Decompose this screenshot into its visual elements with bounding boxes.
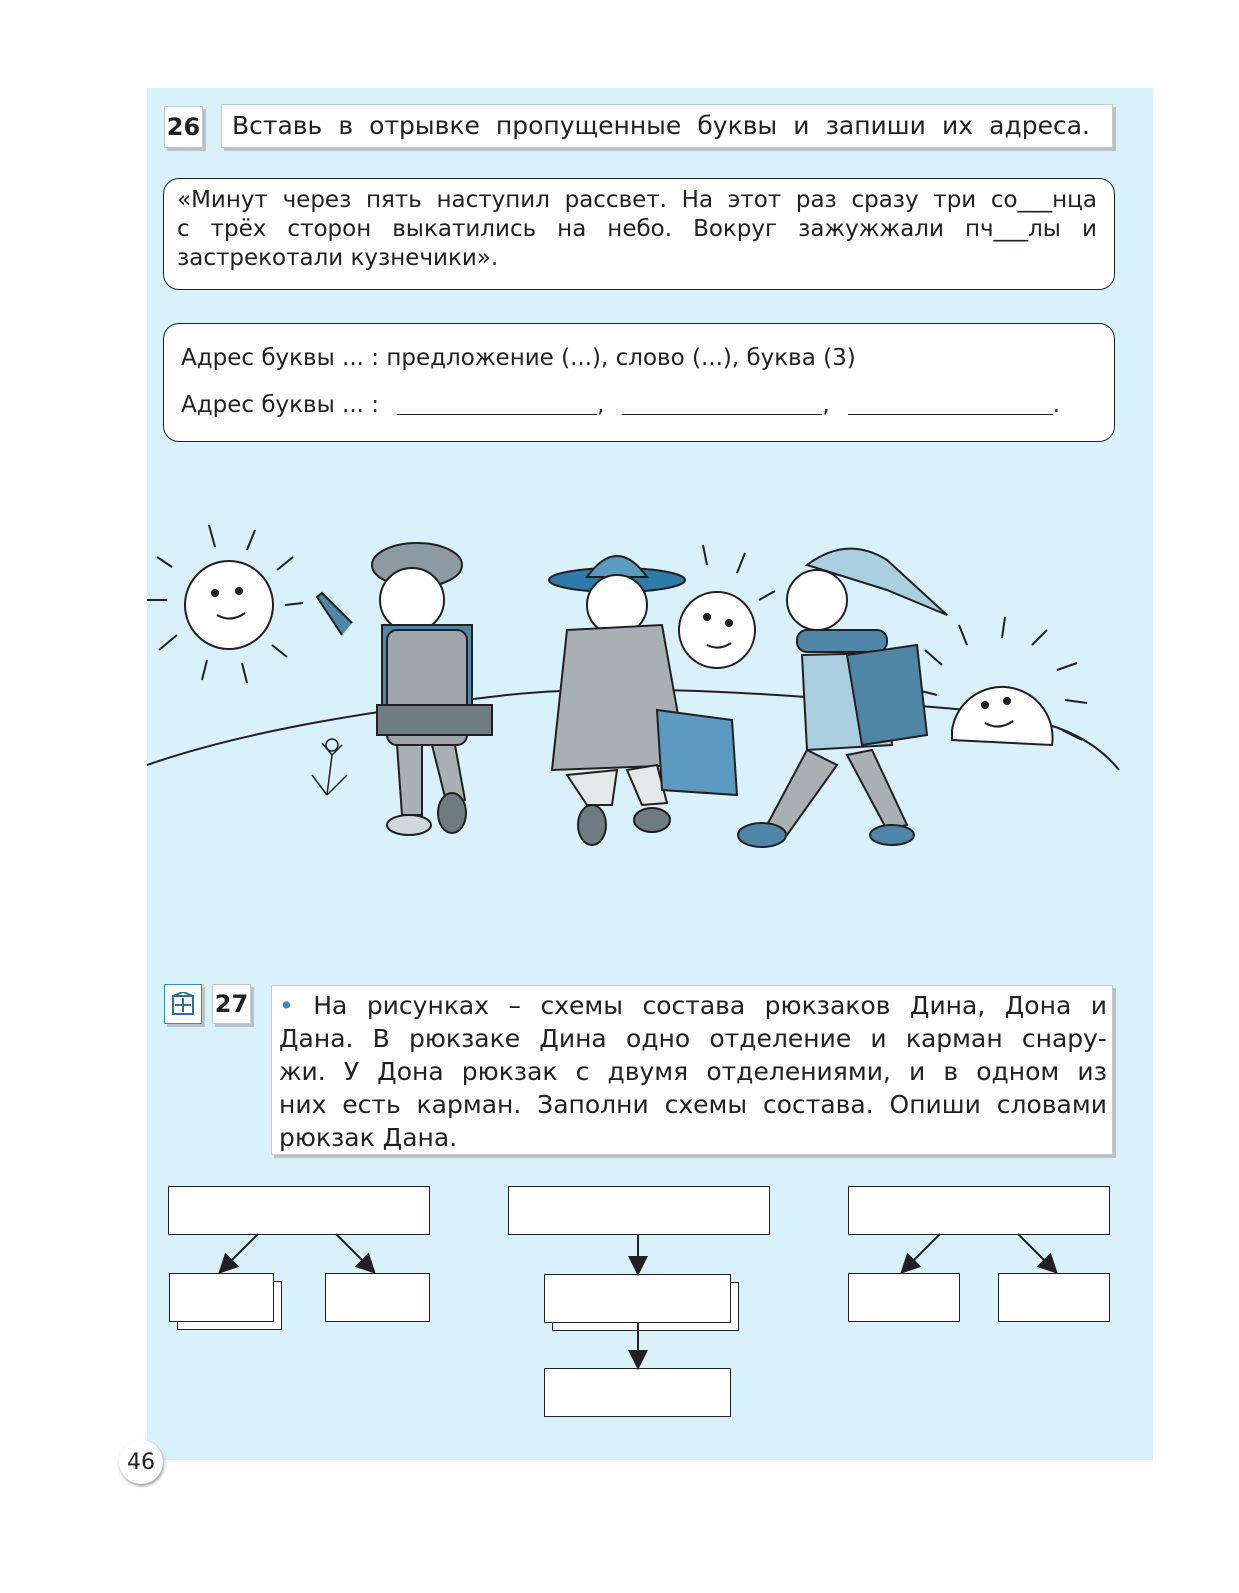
address-prompt: Адрес буквы ... : [181, 392, 380, 418]
word: на [557, 216, 587, 242]
word: сторон [287, 216, 372, 242]
word: и [870, 1024, 887, 1053]
word: небо. [607, 216, 673, 242]
page-number: 46 [119, 1440, 163, 1484]
word-with-gap[interactable]: пч___лы [964, 216, 1061, 242]
word: одном [976, 1057, 1060, 1086]
word: На [313, 991, 348, 1020]
word: три [933, 187, 977, 213]
word: Дина [539, 1024, 607, 1053]
word: одно [625, 1024, 691, 1053]
separator: , [822, 392, 830, 418]
arrow [903, 1234, 940, 1271]
task-26-number: 26 [164, 106, 203, 148]
word: трёх [210, 216, 267, 242]
passage-line-3-text: застрекотали кузнечики». [177, 245, 499, 271]
word: Дана. [279, 1024, 354, 1053]
word: отделениями, [706, 1057, 891, 1086]
word: Дона [377, 1057, 444, 1086]
word: двумя [607, 1057, 689, 1086]
word: из [1077, 1057, 1107, 1086]
word: карман [905, 1024, 1003, 1053]
word: На [681, 187, 714, 213]
word: схемы [540, 991, 623, 1020]
word: жи. [279, 1057, 326, 1086]
word: рюкзак [461, 1057, 558, 1086]
word-with-gap[interactable]: со___нца [990, 187, 1097, 213]
word: – [508, 991, 521, 1020]
separator: , [597, 392, 605, 418]
word: снару- [1021, 1024, 1107, 1053]
task-27-number: 27 [212, 984, 251, 1024]
word: через [282, 187, 352, 213]
word: и [1081, 216, 1097, 242]
word: схемы [664, 1090, 748, 1119]
word: состава [642, 991, 746, 1020]
arrow [336, 1234, 373, 1271]
word: с [575, 1057, 590, 1086]
instruction-text: Вставь в отрывке пропущенные буквы и запиши их адреса. [232, 111, 1090, 140]
word: и [909, 1057, 926, 1086]
word: состава. [762, 1090, 874, 1119]
word: зажужжали [798, 216, 944, 242]
word: в [943, 1057, 959, 1086]
word: В [372, 1024, 390, 1053]
word: отделение [709, 1024, 852, 1053]
word: Дина, [909, 991, 986, 1020]
word: рисунках [366, 991, 490, 1020]
word: наступил [436, 187, 550, 213]
word: Заполни [537, 1090, 649, 1119]
address-example-text: Адрес буквы ... : предложение (...), слово (...), буква (3) [181, 345, 856, 371]
word: «Минут [177, 187, 268, 213]
word: рюкзаков [764, 991, 891, 1020]
word: Дона [1004, 991, 1072, 1020]
word: выкатились [392, 216, 537, 242]
word: них [279, 1090, 327, 1119]
word: словами [996, 1090, 1107, 1119]
word: с [177, 216, 190, 242]
bullet: • [279, 991, 294, 1020]
arrow [221, 1234, 258, 1271]
end-period: . [1052, 392, 1060, 418]
word: рассвет. [564, 187, 667, 213]
word: карман. [416, 1090, 522, 1119]
word: этот [727, 187, 782, 213]
word: Опиши [889, 1090, 981, 1119]
word: Вокруг [693, 216, 778, 242]
arrow [1018, 1234, 1055, 1271]
word: рюкзаке [409, 1024, 521, 1053]
word: и [1090, 991, 1107, 1020]
word: У [343, 1057, 360, 1086]
word: раз [795, 187, 837, 213]
word: пять [365, 187, 422, 213]
task-27-last-line: рюкзак Дана. [279, 1123, 458, 1152]
word: сразу [851, 187, 919, 213]
word: есть [342, 1090, 401, 1119]
